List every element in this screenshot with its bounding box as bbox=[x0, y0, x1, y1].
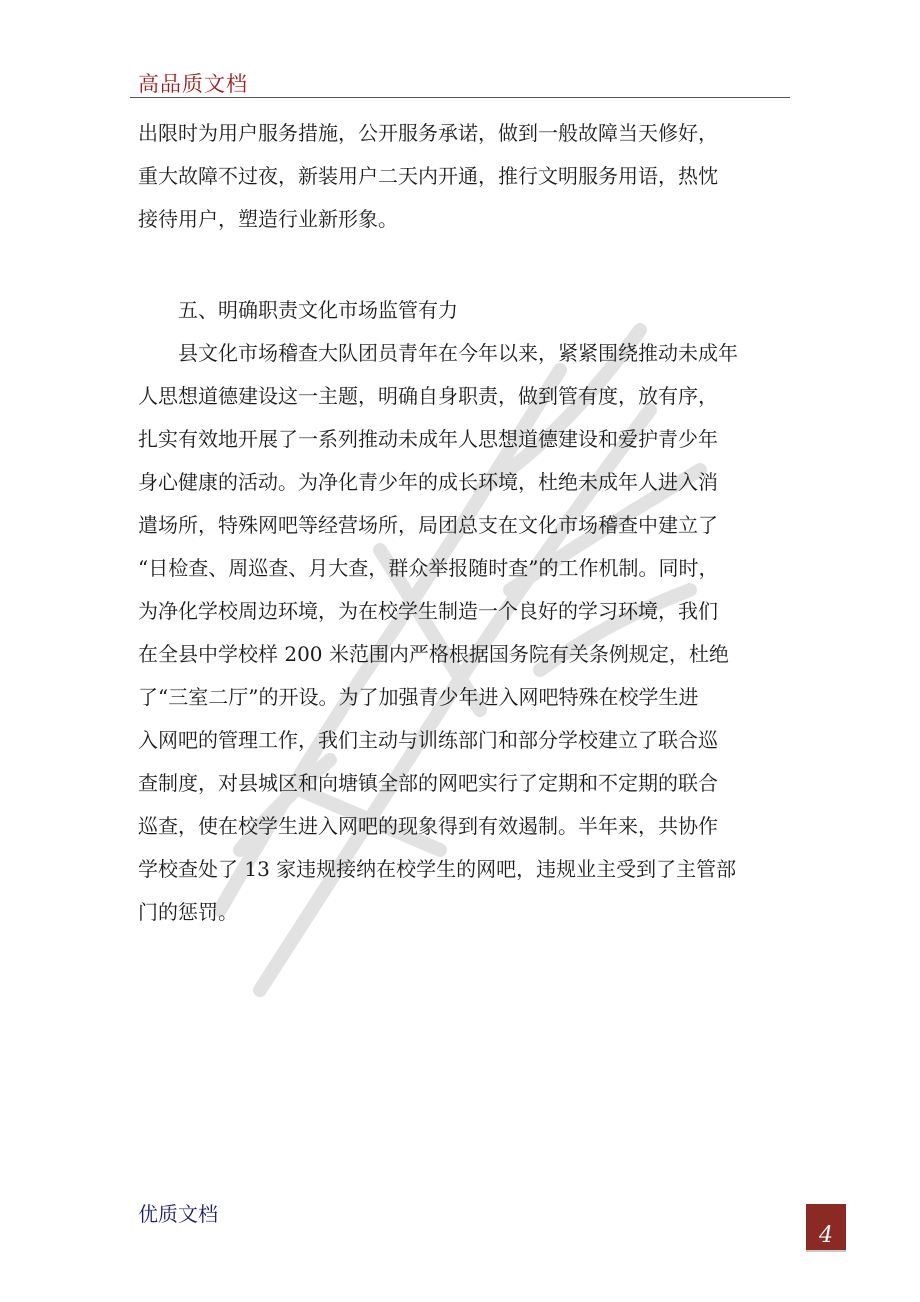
text-line: 人思想道德建设这一主题，明确自身职责，做到管有度，放有序， bbox=[138, 384, 718, 408]
footer-title: 优质文档 bbox=[138, 1202, 218, 1226]
text-line: 学校查处了 13 家违规接纳在校学生的网吧，违规业主受到了主管部 bbox=[138, 857, 737, 881]
text-line: 出限时为用户服务措施，公开服务承诺，做到一般故障当天修好， bbox=[138, 121, 718, 145]
header-divider bbox=[130, 97, 790, 98]
text-line: 了“三室二厅”的开设。为了加强青少年进入网吧特殊在校学生进 bbox=[138, 685, 699, 709]
text-line: 重大故障不过夜，新装用户二天内开通，推行文明服务用语，热忱 bbox=[138, 164, 718, 188]
text-line: 门的惩罚。 bbox=[138, 900, 238, 924]
text-line: 遣场所，特殊网吧等经营场所，局团总支在文化市场稽查中建立了 bbox=[138, 513, 718, 537]
text-line: 身心健康的活动。为净化青少年的成长环境，杜绝未成年人进入消 bbox=[138, 470, 718, 494]
page-badge-underline bbox=[806, 1250, 846, 1252]
header-title: 高品质文档 bbox=[138, 72, 248, 96]
text-line: 为净化学校周边环境，为在校学生制造一个良好的学习环境，我们 bbox=[138, 599, 718, 623]
page-number: 4 bbox=[819, 1223, 833, 1248]
section-heading: 五、明确职责文化市场监管有力 bbox=[178, 298, 458, 322]
text-line: 县文化市场稽查大队团员青年在今年以来，紧紧围绕推动未成年 bbox=[178, 341, 738, 365]
text-line: 在全县中学校样 200 米范围内严格根据国务院有关条例规定，杜绝 bbox=[138, 642, 729, 666]
text-line: 扎实有效地开展了一系列推动未成年人思想道德建设和爱护青少年 bbox=[138, 427, 718, 451]
text-line: 入网吧的管理工作，我们主动与训练部门和部分学校建立了联合巡 bbox=[138, 728, 718, 752]
page-number-badge bbox=[806, 1204, 846, 1250]
text-line: “日检查、周巡查、月大查，群众举报随时查”的工作机制。同时， bbox=[138, 556, 719, 580]
text-line: 接待用户，塑造行业新形象。 bbox=[138, 207, 398, 231]
text-line: 查制度，对县城区和向塘镇全部的网吧实行了定期和不定期的联合 bbox=[138, 771, 718, 795]
section-five bbox=[138, 289, 788, 934]
continued-paragraph bbox=[138, 112, 788, 241]
text-line: 巡查，使在校学生进入网吧的现象得到有效遏制。半年来，共协作 bbox=[138, 814, 718, 838]
